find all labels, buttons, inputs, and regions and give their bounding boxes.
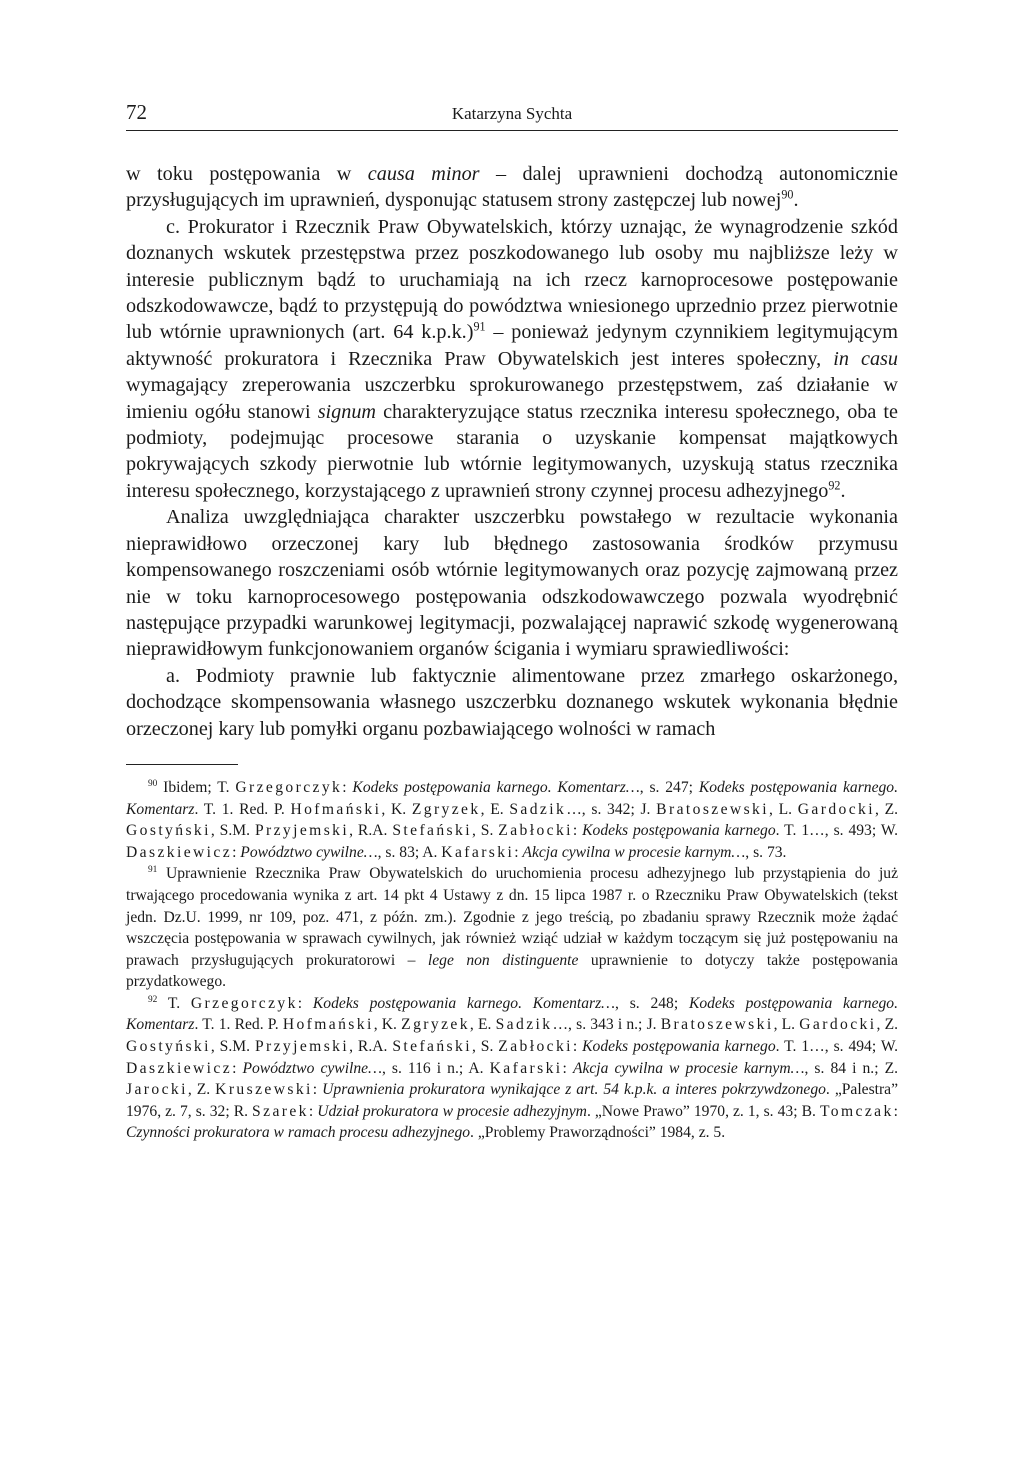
text-span: , s. 73. (745, 843, 787, 861)
text-span: , S.M. (210, 1038, 255, 1056)
author-name: Stefański (392, 1038, 472, 1056)
author-name: Zgryzek (401, 1016, 470, 1034)
text-span: : (572, 1038, 583, 1056)
text-span: : (893, 1102, 899, 1120)
text-span: : (232, 843, 241, 861)
author-name: Zabłocki (498, 1038, 573, 1056)
paragraph-1 (126, 161, 898, 214)
text-span: , S. (471, 822, 499, 840)
text-span: , E. (469, 1016, 496, 1034)
text-span: , R.A. (349, 1038, 393, 1056)
text-span: wymagający zreperowania uszczerbku sprokurowanego przestępstwem, zaś działanie w imieniu ogółu stanowi (126, 374, 898, 423)
author-name: Bratoszewski (656, 800, 769, 818)
author-name: Grzegorczyk (190, 994, 298, 1012)
work-title: Akcja cywilna w procesie karnym… (522, 843, 746, 861)
author-name: Zgryzek (411, 800, 481, 818)
author-name: Przyjemski (254, 1038, 350, 1056)
footnote-divider (126, 764, 238, 765)
author-name: Zabłocki (498, 822, 573, 840)
text-span: : (342, 778, 353, 796)
text-span: , s. 247; (639, 778, 699, 796)
text-span: , L. (769, 800, 798, 818)
author-name: Grzegorczyk (235, 778, 343, 796)
text-span: , E. (480, 800, 510, 818)
footnote-number: 90 (148, 778, 158, 789)
latin-phrase: lege non distinguente (427, 951, 579, 969)
text-span: c. Prokurator i Rzecznik Praw Obywatelskich, którzy uznając, że wynagrodzenie szkód doznanych wskutek przestępstwa przez poszkodowanego lub osoby mu najbliższe leży w interesie publicznym bądź to uruchamiają na ich rzecz karnoprocesowe postępowanie odszkodowawcze, bądź to przystępują do powództwa wniesionego uprzednio przez pierwotnie lub wtórnie uprawnionych (art. 64 k.p.k.) (126, 215, 898, 344)
footnote-91 (126, 863, 898, 993)
text-span: . „Problemy Praworządności” 1984, z. 5. (470, 1124, 726, 1142)
author-name: Sadzik (509, 800, 567, 818)
author-name: Kafarski (441, 843, 515, 861)
paragraph-3: Analiza uwzględniająca charakter uszczerbku powstałego w rezultacie wykonania nieprawidłowo orzeczonej kary lub błędnego zastosowania środków przymusu kompensowanego roszczeniami osób wtórnie legitymowanych oraz pozycję zajmowaną przez nie w toku karnoprocesowego postępowania odszkodowawczego pozwala wyodrębnić następujące przypadki warunkowej legitymacji, pozwalającej naprawić szkodę wygenerowaną nieprawidłowym funkcjonowaniem organów ścigania i wymiaru sprawiedliwości: (126, 506, 898, 661)
main-text (126, 161, 898, 742)
text-span: . T. 1. Red. P. (194, 800, 291, 818)
author-name: Daszkiewicz (126, 1059, 233, 1077)
author-name: Tomczak (819, 1102, 894, 1120)
author-name: Kafarski (489, 1059, 563, 1077)
text-span: Uprawnienie Rzecznika Praw Obywatelskich do uruchomienia procesu adhezyjnego lub przystąpienia do już trwającego procedowania wynika z art. 14 pkt 4 Ustawy z dn. 15 lipca 1987 r. o Rzeczniku Praw Obywatelskich (tekst jedn. Dz.U. 1999, nr 109, poz. 471, z późn. zm.). Zgodnie z jego treścią, po zbadaniu sprawy Rzecznik może żądać wszczęcia postępowania w sprawach cywilnych, jak również wziąć udział w każdym toczącym się już postępowaniu na prawach przysługujących prokuratorowi – (126, 865, 898, 969)
text-span: : (312, 1081, 323, 1099)
work-title: Akcja cywilna w procesie karnym… (572, 1059, 805, 1077)
running-header (126, 96, 898, 131)
text-span: , s. 83; A. (377, 843, 442, 861)
text-span: . (793, 189, 799, 212)
italic-term: causa minor (367, 163, 480, 185)
footnotes (126, 777, 898, 1144)
author-name: Kruszewski (215, 1081, 313, 1099)
author-name: Hofmański (290, 800, 382, 818)
author-name: Daszkiewicz (126, 843, 233, 861)
text-span: , L. (773, 1016, 800, 1034)
text-span: – dalej uprawnieni dochodzą autonomicznie przysługujących im uprawnień, dysponując statusem strony zastępczej lub nowej (126, 163, 898, 212)
text-span: …, s. 343 i n.; J. (552, 1016, 661, 1034)
work-title: Uprawnienia prokuratora wynikające z art. 54 k.p.k. a interes pokrzywdzonego (322, 1081, 826, 1099)
text-span: : (297, 994, 313, 1012)
author-name: Stefański (392, 822, 472, 840)
text-span: , s. 84 i n.; Z. (804, 1059, 899, 1077)
author-name: Sadzik (495, 1016, 553, 1034)
work-title: Kodeks postępowania karnego. Komentarz (126, 778, 898, 818)
text-span: : (514, 843, 523, 861)
author-name: Jarocki (126, 1081, 188, 1099)
footnote-number: 92 (148, 994, 158, 1005)
text-span: charakteryzujące status rzecznika interesu społecznego, oba te podmioty, podejmując procesowe starania o uzyskanie kompensat majątkowych pokrywających szkody pierwotnie lub wtórnie legitymowanych, uzyskują status rzecznika interesu społecznego, korzystającego z uprawnień strony czynnej procesu adhezyjnego (126, 400, 898, 502)
text-span: , s. 116 i n.; A. (381, 1059, 490, 1077)
text-span: …, s. 342; J. (566, 800, 657, 818)
author-name: Hofmański (282, 1016, 374, 1034)
work-title: Kodeks postępowania karnego. Komentarz… (312, 994, 616, 1012)
author-name: Gardocki (799, 1016, 877, 1034)
text-span: , Z. (874, 800, 899, 818)
work-title: Kodeks postępowania karnego. Komentarz (126, 994, 899, 1034)
author-name: Gardocki (797, 800, 875, 818)
text-span: , K. (373, 1016, 402, 1034)
text-span: : (232, 1059, 243, 1077)
work-title: Kodeks postępowania karnego (582, 1038, 776, 1056)
text-span: T. (157, 994, 191, 1012)
text-span: , K. (381, 800, 412, 818)
footnote-ref-91[interactable]: 91 (473, 319, 486, 334)
text-span: : (562, 1059, 573, 1077)
page-number: 72 (126, 100, 147, 124)
work-title: Kodeks postępowania karnego (582, 822, 776, 840)
author-name: Gostyński (126, 1038, 211, 1056)
author-name: Szarek (252, 1102, 309, 1120)
text-span: uprawnienie to dotyczy także postępowania przydatkowego. (126, 951, 898, 991)
text-span: , s. 248; (615, 994, 689, 1012)
text-span: , R.A. (349, 822, 393, 840)
text-span: , S.M. (210, 822, 255, 840)
author-name: Przyjemski (254, 822, 350, 840)
text-span: . (840, 479, 846, 502)
running-title: Katarzyna Sychta (451, 104, 573, 123)
text-span: : (308, 1102, 318, 1120)
text-span: . T. 1…, s. 493; W. (775, 822, 899, 840)
work-title: Udział prokuratora w procesie adhezyjnym (317, 1102, 587, 1120)
text-span: . „Nowe Prawo” 1970, z. 1, s. 43; B. (586, 1102, 820, 1120)
text-span: Ibidem; T. (157, 778, 236, 796)
work-title: Powództwo cywilne… (240, 843, 378, 861)
work-title: Czynności prokuratora w ramach procesu adhezyjnego (126, 1124, 471, 1142)
work-title: Powództwo cywilne… (242, 1059, 382, 1077)
text-span: , Z. (876, 1016, 898, 1034)
footnote-92 (126, 993, 898, 1144)
text-span: . „Palestra” 1976, z. 7, s. 32; R. (126, 1081, 899, 1120)
footnote-number: 91 (148, 865, 158, 876)
italic-term: in casu (833, 347, 898, 370)
text-span: : (572, 822, 583, 840)
text-span: – ponieważ jedynym czynnikiem legitymującym aktywność prokuratora i Rzecznika Praw Obywatelskich jest interes społeczny, (126, 321, 898, 370)
text-span: , S. (471, 1038, 499, 1056)
paragraph-4: a. Podmioty prawnie lub faktycznie alimentowane przez zmarłego oskarżonego, dochodzące skompensowania własnego uszczerbku doznanego wskutek wykonania błędnie orzeczonej kary lub pomyłki organu pozbawiającego wolności w ramach (126, 664, 898, 740)
text-span: . T. 1. Red. P. (194, 1016, 283, 1034)
author-name: Bratoszewski (660, 1016, 774, 1034)
footnote-ref-90[interactable]: 90 (781, 187, 794, 202)
italic-term: signum (317, 400, 377, 423)
text-span: . T. 1…, s. 494; W. (775, 1038, 899, 1056)
author-name: Gostyński (126, 822, 211, 840)
work-title: Kodeks postępowania karnego. Komentarz… (352, 778, 640, 796)
footnote-90 (126, 777, 898, 863)
document-page (126, 96, 898, 1144)
footnote-ref-92[interactable]: 92 (828, 478, 841, 493)
text-span: w toku postępowania w (126, 163, 368, 185)
text-span: , Z. (187, 1081, 216, 1099)
paragraph-2 (126, 214, 898, 504)
